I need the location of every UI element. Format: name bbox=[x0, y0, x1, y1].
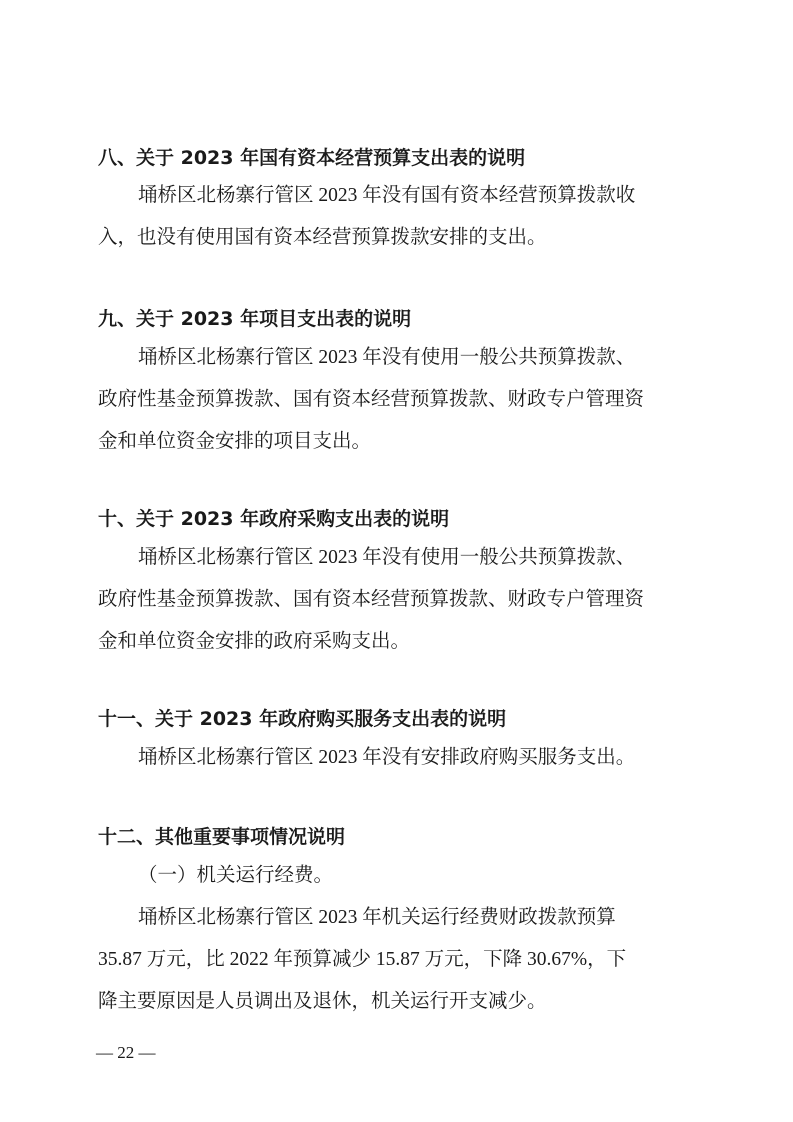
section-9-body bbox=[98, 337, 698, 463]
section-8-body bbox=[98, 175, 698, 259]
section-9-line-1: 埇桥区北杨寨行管区 2023 年没有使用一般公共预算拨款、 bbox=[138, 347, 636, 368]
section-11-line-1: 埇桥区北杨寨行管区 2023 年没有安排政府购买服务支出。 bbox=[138, 747, 636, 768]
section-10-line-2: 政府性基金预算拨款、国有资本经营预算拨款、财政专户管理资 bbox=[98, 589, 645, 610]
section-10-line-3: 金和单位资金安排的政府采购支出。 bbox=[98, 631, 411, 652]
section-11-heading: 十一、关于 2023 年政府购买服务支出表的说明 bbox=[98, 708, 507, 730]
section-12-line-1: （一）机关运行经费。 bbox=[138, 865, 334, 886]
section-12-heading: 十二、其他重要事项情况说明 bbox=[98, 826, 346, 848]
section-12-body bbox=[98, 855, 698, 1023]
section-8-heading: 八、关于 2023 年国有资本经营预算支出表的说明 bbox=[98, 147, 526, 169]
section-9-line-2: 政府性基金预算拨款、国有资本经营预算拨款、财政专户管理资 bbox=[98, 389, 645, 410]
page-number: — 22 — bbox=[96, 1043, 156, 1062]
section-12-line-2: 埇桥区北杨寨行管区 2023 年机关运行经费财政拨款预算 bbox=[138, 907, 616, 928]
section-8-line-1: 埇桥区北杨寨行管区 2023 年没有国有资本经营预算拨款收 bbox=[138, 185, 636, 206]
section-9-heading: 九、关于 2023 年项目支出表的说明 bbox=[98, 308, 412, 330]
section-8-line-2: 入，也没有使用国有资本经营预算拨款安排的支出。 bbox=[98, 227, 547, 248]
section-12-line-4: 降主要原因是人员调出及退休，机关运行开支减少。 bbox=[98, 991, 547, 1012]
section-10-body bbox=[98, 537, 698, 663]
section-9-line-3: 金和单位资金安排的项目支出。 bbox=[98, 431, 372, 452]
section-10-heading: 十、关于 2023 年政府采购支出表的说明 bbox=[98, 508, 450, 530]
section-12-line-3: 35.87 万元，比 2022 年预算减少 15.87 万元，下降 30.67%，下 bbox=[98, 949, 627, 970]
section-10-line-1: 埇桥区北杨寨行管区 2023 年没有使用一般公共预算拨款、 bbox=[138, 547, 636, 568]
section-11-body bbox=[98, 737, 698, 779]
